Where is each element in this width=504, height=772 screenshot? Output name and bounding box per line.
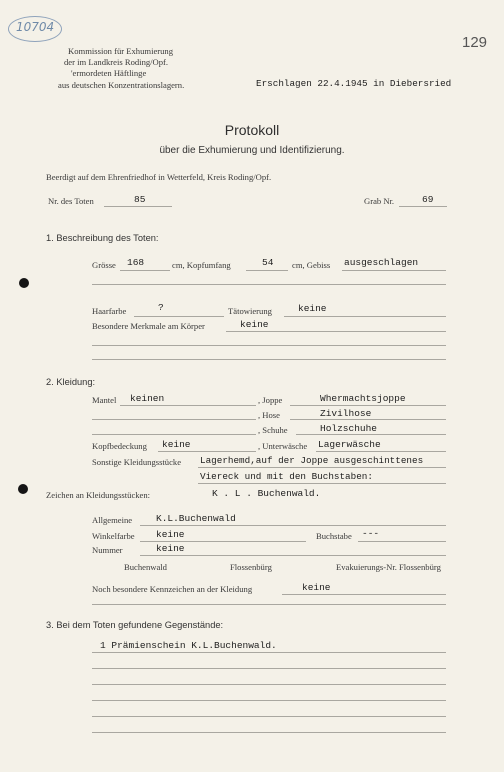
org-line-2: der im Landkreis Roding/Opf. [64,57,169,67]
section3-heading: 3. Bei dem Toten gefundene Gegenstände: [46,620,224,630]
coat-value: keinen [130,393,165,404]
angle-color-label: Winkelfarbe [92,531,135,541]
head-value: 54 [262,257,274,268]
size-value: 168 [127,257,145,268]
grave-no-label: Grab Nr. [364,196,395,206]
org-line-4: aus deutschen Konzentrationslagern. [58,80,185,90]
other-label: Sonstige Kleidungsstücke [92,457,182,467]
headwear-value: keine [162,439,191,450]
org-line-1: Kommission für Exhumierung [68,46,174,56]
col-flossenbuerg: Flossenbürg [230,562,272,572]
page-number: 129 [462,34,488,51]
buried-at: Beerdigt auf dem Ehrenfriedhof in Wetterfeld, Kreis Roding/Opf. [46,172,272,182]
killed-note: Erschlagen 22.4.1945 in Diebersried [256,78,452,89]
general-value: K.L.Buchenwald [156,513,236,524]
jacket-label: , Joppe [258,395,283,405]
punch-hole-bottom [18,484,28,494]
hair-value: ? [158,302,164,313]
clothing-marks-label: Zeichen an Kleidungsstücken: [46,490,151,500]
section2-heading: 2. Kleidung: [46,377,96,387]
marks-value: keine [240,319,269,330]
document-subtitle: über die Exhumierung und Identifizierung. [159,145,345,156]
letter-value: --- [362,528,380,539]
shoes-label: , Schuhe [258,425,288,435]
other-value-line2: Viereck und mit den Buchstaben: [200,471,373,482]
special-marks-label: Noch besondere Kennzeichen an der Kleidung [92,584,253,594]
punch-hole-top [19,278,29,288]
section1-heading: 1. Beschreibung des Toten: [46,233,159,243]
hair-label: Haarfarbe [92,306,127,316]
general-label: Allgemeine [92,515,133,525]
headwear-label: Kopfbedeckung [92,441,147,451]
number-label: Nummer [92,545,123,555]
document-title: Protokoll [224,122,280,138]
angle-color-value: keine [156,529,185,540]
underwear-label: , Unterwäsche [258,441,308,451]
number-value: keine [156,543,185,554]
clothing-marks-value: K . L . Buchenwald. [212,488,321,499]
grave-no-value: 69 [422,194,434,205]
found-item-1: 1 Prämienschein K.L.Buchenwald. [100,640,277,651]
marks-label: Besondere Merkmale am Körper [92,321,205,331]
cm-label-1: cm, Kopfumfang [172,260,231,270]
trousers-label: , Hose [258,410,280,420]
cm-label-2: cm, Gebiss [292,260,331,270]
other-value-line1: Lagerhemd,auf der Joppe ausgeschinttenes [200,455,424,466]
col-buchenwald: Buchenwald [124,562,167,572]
org-line-3: 'ermordeten Häftlinge [71,68,147,78]
tattoo-label: Tätowierung [228,306,272,316]
teeth-value: ausgeschlagen [344,257,419,268]
underwear-value: Lagerwäsche [318,439,381,450]
coat-label: Mantel [92,395,117,405]
dead-no-label: Nr. des Toten [48,196,94,206]
jacket-value: Whermachtsjoppe [320,393,406,404]
dead-no-value: 85 [134,194,146,205]
shoes-value: Holzschuhe [320,423,378,434]
tattoo-value: keine [298,303,327,314]
archive-mark: 10704 [16,20,55,34]
size-label: Grösse [92,260,116,270]
special-marks-value: keine [302,582,331,593]
col-evakuierung: Evakuierungs-Nr. Flossenbürg [336,562,441,572]
letter-label: Buchstabe [316,531,352,541]
trousers-value: Zivilhose [320,408,372,419]
